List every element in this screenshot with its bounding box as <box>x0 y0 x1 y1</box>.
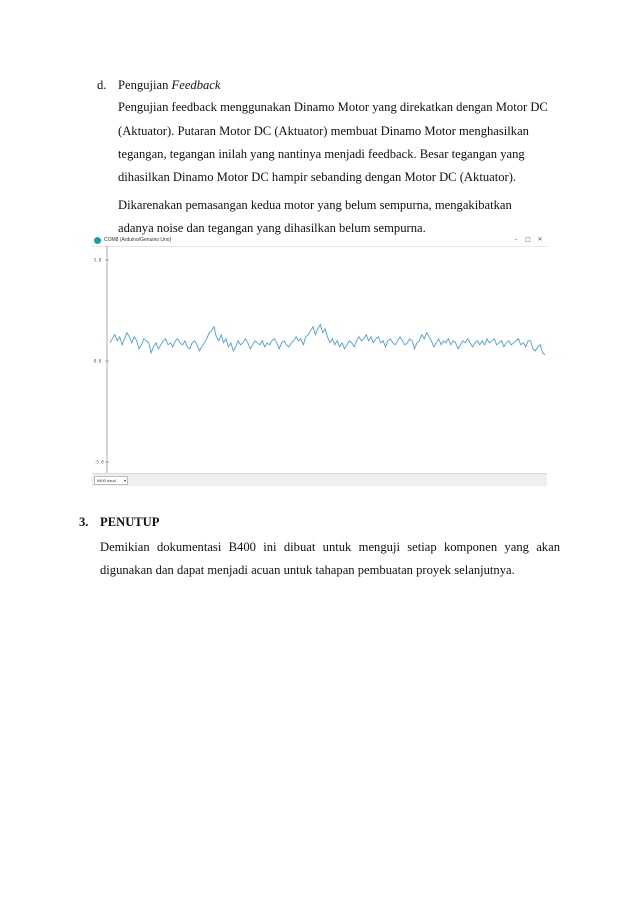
section-d-title-italic: Feedback <box>171 78 221 92</box>
section-d-title-plain: Pengujian <box>118 78 172 92</box>
paragraph-line: Pengujian feedback menggunakan Dinamo Motor yang direkatkan dengan Motor DC <box>118 100 548 114</box>
paragraph-line: dihasilkan Dinamo Motor DC hampir sebanding dengan Motor DC (Aktuator). <box>118 170 517 184</box>
window-title: COM8 (Arduino/Genuino Uno) <box>104 237 172 243</box>
baud-rate-value: 9600 baud <box>97 478 116 483</box>
serial-plotter-window <box>92 235 547 485</box>
minimize-button[interactable]: – <box>514 236 518 243</box>
chevron-down-icon: ▾ <box>123 478 126 483</box>
paragraph-line: digunakan dan dapat menjadi acuan untuk tahapan pembuatan proyek selanjutnya. <box>100 563 515 577</box>
series-line <box>110 325 545 355</box>
maximize-button[interactable]: □ <box>525 236 531 243</box>
list-marker-d: d. <box>97 78 107 92</box>
plot-area <box>92 246 547 473</box>
close-button[interactable]: ✕ <box>537 236 543 243</box>
paragraph-line: Demikian dokumentasi B400 ini dibuat untuk menguji setiap komponen yang akan <box>100 540 560 554</box>
y-tick-label: -5.0 <box>94 459 104 465</box>
paragraph-line: tegangan, tegangan inilah yang nantinya menjadi feedback. Besar tegangan yang <box>118 147 525 161</box>
section-3-heading: PENUTUP <box>100 515 160 529</box>
arduino-app-icon <box>94 237 101 244</box>
paragraph-line: adanya noise dan tegangan yang dihasilkan belum sempurna. <box>118 221 426 235</box>
paragraph-line: (Aktuator). Putaran Motor DC (Aktuator) membuat Dinamo Motor menghasilkan <box>118 124 529 138</box>
paragraph-line: Dikarenakan pemasangan kedua motor yang belum sempurna, mengakibatkan <box>118 198 512 212</box>
baud-rate-select[interactable] <box>94 476 128 485</box>
section-3-number: 3. <box>79 515 89 529</box>
section-d-title <box>118 78 220 92</box>
plotter-statusbar <box>92 473 547 486</box>
y-tick-label: 5.0 <box>94 257 102 263</box>
y-tick-label: 0.0 <box>94 358 102 364</box>
